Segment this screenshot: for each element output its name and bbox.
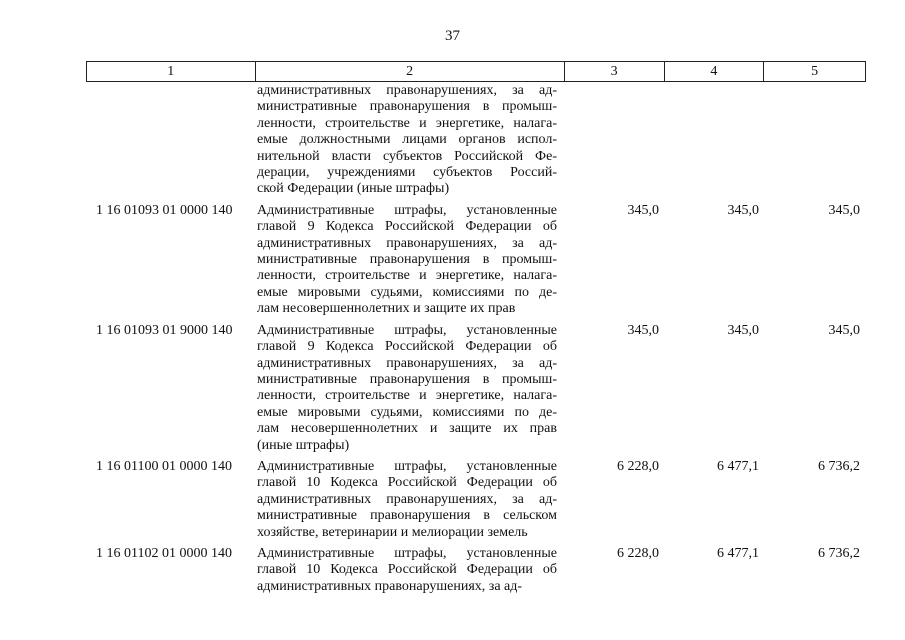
description-line: емые мировыми судьями, комиссиями по де- bbox=[257, 284, 557, 300]
budget-code-cell: 1 16 01093 01 0000 140 bbox=[96, 202, 233, 218]
column-header-1: 1 bbox=[87, 62, 256, 81]
amount-cell-v3: 6 228,0 bbox=[617, 458, 659, 474]
amount-cell-v4: 6 477,1 bbox=[717, 545, 759, 561]
description-line: министративные правонарушения в промыш- bbox=[257, 99, 557, 115]
table-header bbox=[86, 61, 866, 82]
description-cell bbox=[255, 323, 565, 454]
table-row bbox=[86, 546, 866, 595]
amount-cell-v5 bbox=[765, 83, 866, 198]
description-line: министративные правонарушения в промыш- bbox=[257, 252, 557, 268]
description-line: нительной власти субъектов Российской Фе- bbox=[257, 148, 557, 164]
description-line: ской Федерации (иные штрафы) bbox=[257, 181, 450, 197]
column-header-5: 5 bbox=[811, 64, 819, 79]
budget-code-cell: 1 16 01100 01 0000 140 bbox=[96, 458, 232, 474]
description-line: емые мировыми судьями, комиссиями по де- bbox=[257, 404, 557, 420]
description-line: ленности, строительстве и энергетике, налага- bbox=[257, 388, 557, 404]
amount-cell-v5: 345,0 bbox=[828, 322, 860, 338]
description-line: административных правонарушениях, за ад- bbox=[257, 491, 557, 507]
table-row bbox=[86, 323, 866, 454]
page-number: 37 bbox=[445, 28, 460, 44]
description-line: административных правонарушениях, за ад- bbox=[257, 578, 523, 594]
amount-cell-v4: 6 477,1 bbox=[717, 458, 759, 474]
description-line: Административные штрафы, установленные bbox=[257, 202, 557, 218]
description-line: главой 10 Кодекса Российской Федерации об bbox=[257, 475, 557, 491]
description-line: административных правонарушениях, за ад- bbox=[257, 235, 557, 251]
description-line: главой 10 Кодекса Российской Федерации об bbox=[257, 562, 557, 578]
description-line: лам несовершеннолетних и защите их прав bbox=[257, 421, 557, 437]
amount-cell-v5: 345,0 bbox=[828, 202, 860, 218]
amount-cell-v4: 345,0 bbox=[727, 202, 759, 218]
description-line: емые должностными лицами органов испол- bbox=[257, 132, 557, 148]
description-line: Административные штрафы, установленные bbox=[257, 322, 557, 338]
table-row bbox=[86, 203, 866, 318]
description-line: главой 9 Кодекса Российской Федерации об bbox=[257, 339, 557, 355]
amount-cell-v3 bbox=[565, 83, 665, 198]
amount-cell-v4 bbox=[665, 83, 765, 198]
description-line: административных правонарушениях, за ад- bbox=[257, 355, 557, 371]
description-line: Административные штрафы, установленные bbox=[257, 545, 557, 561]
description-line: министративные правонарушения в сельском bbox=[257, 508, 557, 524]
description-cell bbox=[255, 203, 565, 318]
budget-code-cell bbox=[86, 83, 255, 198]
description-line: ленности, строительстве и энергетике, налага- bbox=[257, 268, 557, 284]
description-line: Административные штрафы, установленные bbox=[257, 458, 557, 474]
description-line: ленности, строительстве и энергетике, налага- bbox=[257, 115, 557, 131]
description-line: главой 9 Кодекса Российской Федерации об bbox=[257, 219, 557, 235]
amount-cell-v4: 345,0 bbox=[727, 322, 759, 338]
description-line: лам несовершеннолетних и защите их прав bbox=[257, 301, 516, 317]
amount-cell-v3: 345,0 bbox=[627, 202, 659, 218]
amount-cell-v3: 6 228,0 bbox=[617, 545, 659, 561]
description-line: административных правонарушениях, за ад- bbox=[257, 83, 557, 98]
description-cell bbox=[255, 546, 565, 595]
description-cell bbox=[255, 459, 565, 541]
amount-cell-v5: 6 736,2 bbox=[818, 545, 860, 561]
column-header-3: 3 bbox=[565, 62, 665, 81]
description-line: министративные правонарушения в промыш- bbox=[257, 371, 557, 387]
budget-code-cell: 1 16 01093 01 9000 140 bbox=[96, 322, 233, 338]
column-header-2: 2 bbox=[256, 62, 565, 81]
amount-cell-v3: 345,0 bbox=[627, 322, 659, 338]
description-line: хозяйстве, ветеринарии и мелиорации земель bbox=[257, 524, 528, 540]
description-line: (иные штрафы) bbox=[257, 437, 350, 453]
description-cell bbox=[255, 83, 565, 198]
amount-cell-v5: 6 736,2 bbox=[818, 458, 860, 474]
table-body bbox=[86, 83, 866, 600]
description-line: дерации, учреждениями субъектов Россий- bbox=[257, 165, 557, 181]
table-row bbox=[86, 83, 866, 198]
column-header-4: 4 bbox=[665, 62, 765, 81]
budget-code-cell: 1 16 01102 01 0000 140 bbox=[96, 545, 232, 561]
table-row bbox=[86, 459, 866, 541]
